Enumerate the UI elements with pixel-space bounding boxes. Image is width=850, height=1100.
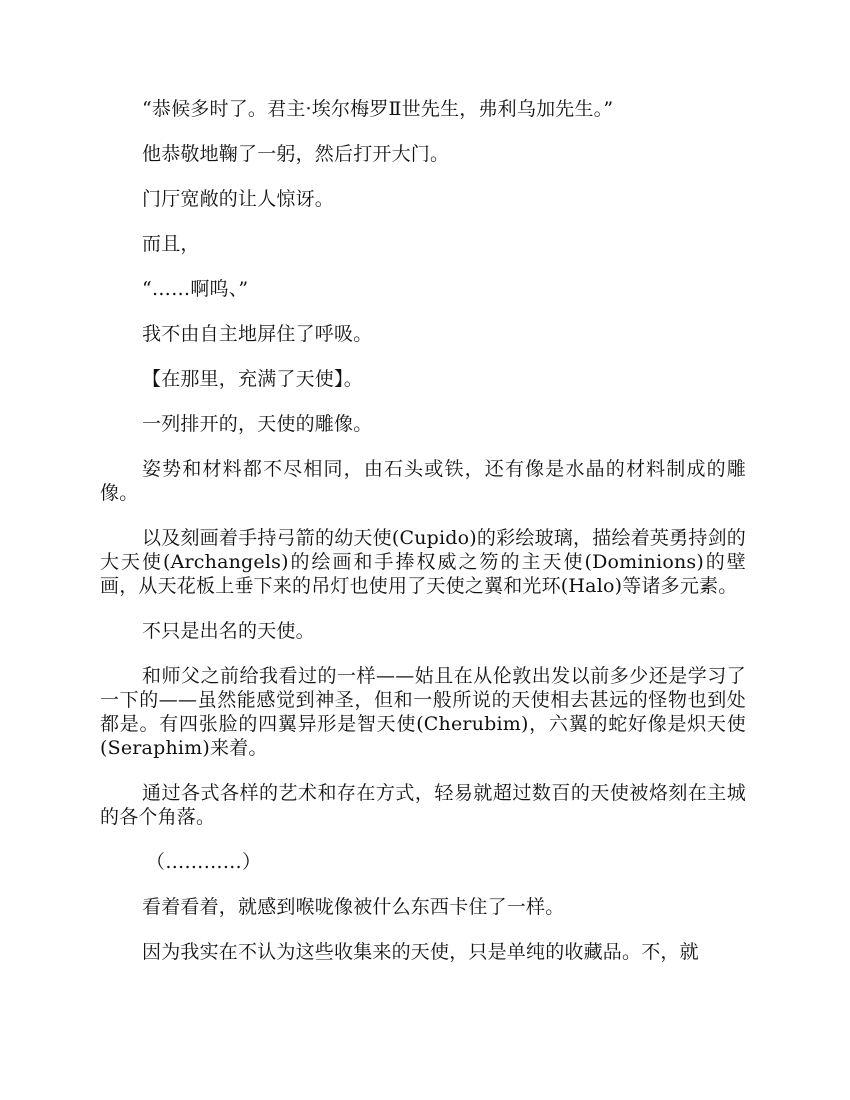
paragraph: 他恭敬地鞠了一躬，然后打开大门。 — [142, 143, 450, 165]
document-page — [100, 97, 746, 985]
paragraph: 看着看着，就感到喉咙像被什么东西卡住了一样。 — [142, 896, 565, 918]
paragraph: 因为我实在不认为这些收集来的天使，只是单纯的收藏品。不，就 — [142, 941, 699, 963]
paragraph: 不只是出名的天使。 — [142, 620, 315, 642]
paragraph: 和师父之前给我看过的一样——姑且在从伦敦出发以前多少还是学习了一下的——虽然能感觉到神圣，但和一般所说的天使相去甚远的怪物也到处都是。有四张脸的四翼异形是智天使(Cherubim)，六翼的蛇好像是炽天使(Seraphim)来着。 — [100, 665, 746, 759]
paragraph: （…………） — [146, 851, 262, 873]
paragraph: 一列排开的，天使的雕像。 — [142, 413, 373, 435]
paragraph: “……啊呜、” — [142, 278, 249, 300]
paragraph: 通过各式各样的艺术和存在方式，轻易就超过数百的天使被烙刻在主城的各个角落。 — [100, 782, 746, 828]
paragraph: 姿势和材料都不尽相同，由石头或铁，还有像是水晶的材料制成的雕像。 — [100, 458, 746, 504]
paragraph: 门厅宽敞的让人惊讶。 — [142, 188, 335, 210]
paragraph: 而且， — [142, 233, 200, 255]
paragraph: “恭候多时了。君主·埃尔梅罗Ⅱ世先生，弗利乌加先生。” — [142, 98, 614, 120]
paragraph: 【在那里，充满了天使】。 — [142, 368, 363, 390]
paragraph: 我不由自主地屏住了呼吸。 — [142, 323, 373, 345]
paragraph: 以及刻画着手持弓箭的幼天使(Cupido)的彩绘玻璃，描绘着英勇持剑的大天使(Archangels)的绘画和手捧权威之笏的主天使(Dominions)的壁画，从天花板上垂下来的吊灯也使用了天使之翼和光环(Halo)等诸多元素。 — [100, 527, 746, 597]
